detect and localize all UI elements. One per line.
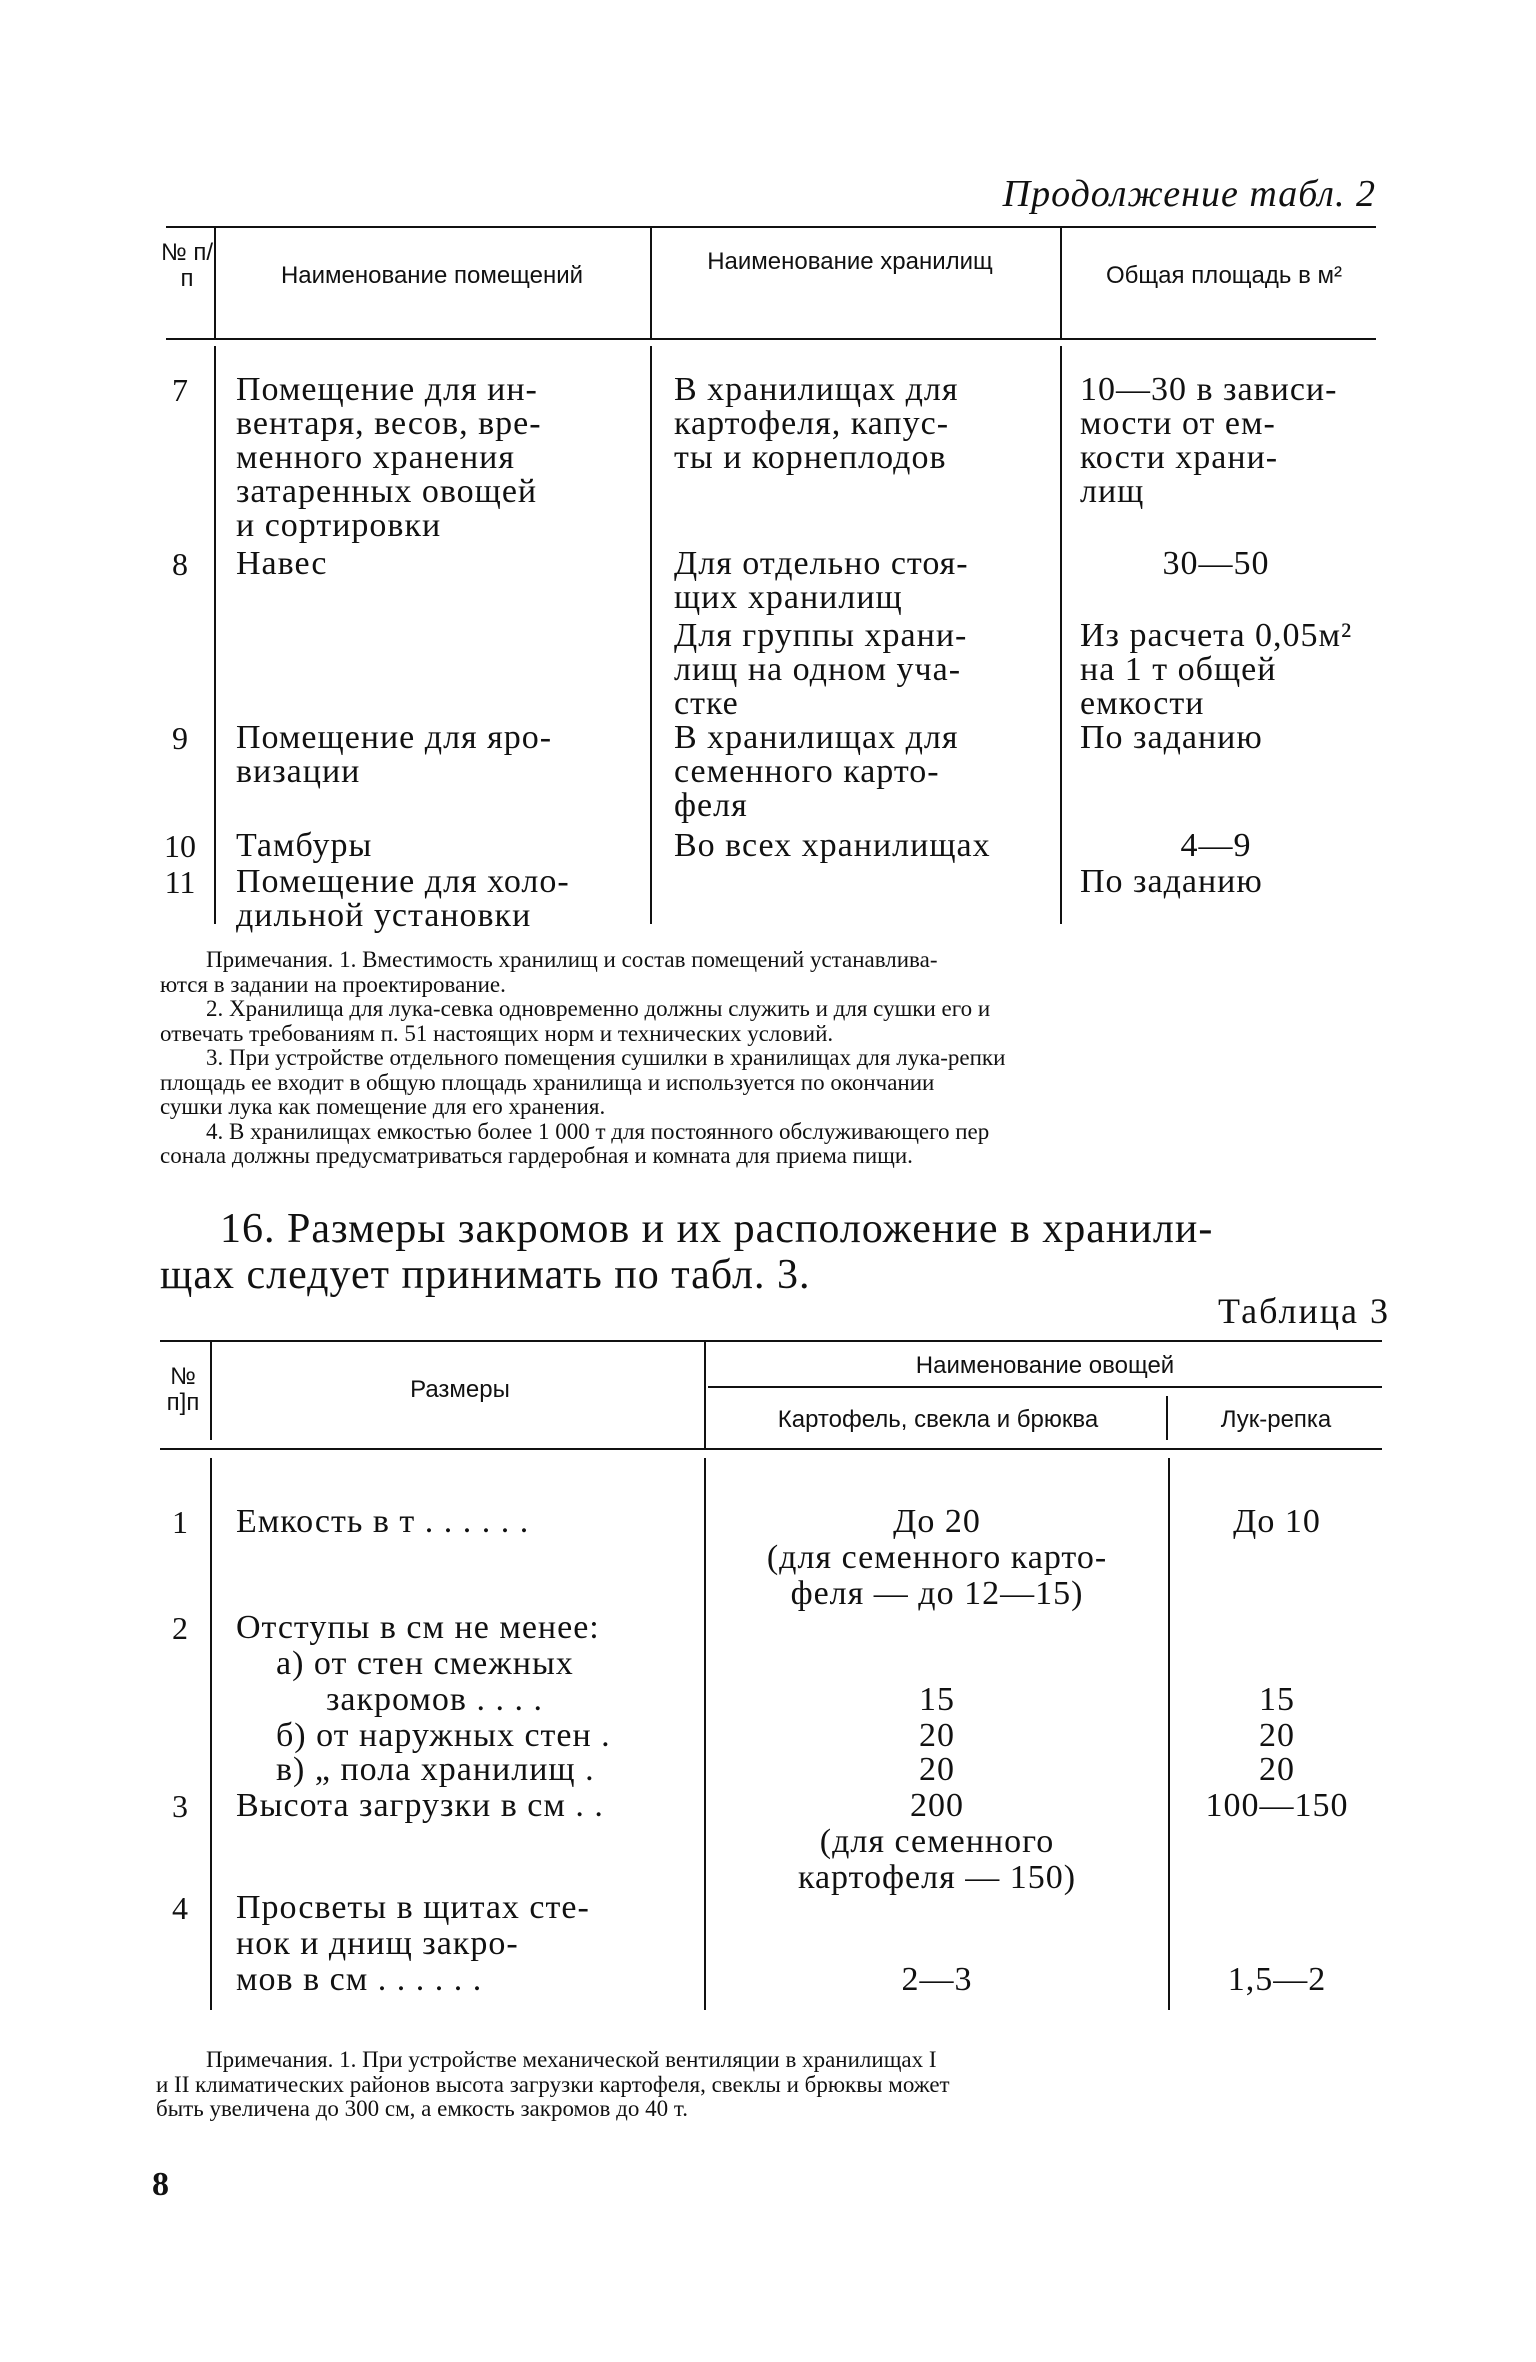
area-value-line: мости от ем- [1080, 405, 1276, 442]
note-line: сушки лука как помещение для его хранения. [160, 1094, 606, 1119]
potato-value-line: картофеля — 150) [797, 1859, 1077, 1896]
onion-value: 20 [1259, 1717, 1295, 1754]
storage-name-line: стке [674, 685, 739, 722]
paragraph-16 [220, 1206, 1380, 1252]
note-line: отвечать требованиям п. 51 настоящих норм и технических условий. [160, 1020, 834, 1046]
area-value-line: 4—9 [1180, 827, 1252, 864]
paragraph-line: 16. Размеры закромов и их расположение в хранили- [220, 1206, 1214, 1252]
area-value-line: По заданию [1080, 863, 1263, 900]
storage-name-line: семенного карто- [674, 753, 940, 790]
note-line: 2. Хранилища для лука-севка одновременно должны служить и для сушки его и [206, 996, 991, 1021]
header-room: Наименование помещений [280, 262, 584, 289]
note-line: ются в задании на проектирование. [160, 971, 506, 997]
row-number: 11 [164, 864, 196, 900]
storage-name-line: картофеля, капус- [674, 405, 950, 442]
onion-value: 1,5—2 [1227, 1961, 1327, 1998]
size-label: нок и днищ закро- [236, 1925, 519, 1962]
note-line: 4. В хранилищах емкостью более 1 000 т для постоянного обслуживающего пер [206, 1118, 990, 1144]
note-line: быть увеличена до 300 см, а емкость закромов до 40 т. [156, 2096, 688, 2121]
storage-name-line: щих хранилищ [674, 579, 903, 616]
table-continuation-title: Продолжение табл. 2 [1002, 173, 1376, 215]
size-label: Отступы в см не менее: [236, 1609, 600, 1646]
note-line: Примечания. 1. Вместимость хранилищ и состав помещений устанавлива- [206, 947, 938, 972]
area-value-line: 10—30 в зависи- [1080, 371, 1338, 408]
header-num: № п/п [160, 239, 214, 292]
area-value-line: емкости [1080, 685, 1205, 722]
storage-name-line: В хранилищах для [674, 719, 959, 756]
room-name-line: визации [236, 753, 361, 790]
area-value-line: 30—50 [1162, 545, 1270, 582]
onion-value: 15 [1259, 1681, 1295, 1718]
potato-value-line: До 20 [893, 1503, 981, 1540]
potato-value-line: (для семенного карто- [766, 1539, 1108, 1576]
page-number: 8 [152, 2166, 169, 2203]
row-number: 9 [172, 720, 188, 756]
storage-name-line: Во всех хранилищах [674, 827, 991, 864]
size-label: б) от наружных стен . [276, 1717, 611, 1754]
size-label: Емкость в т . . . . . . [236, 1503, 530, 1540]
header-area: Общая площадь в м² [1106, 262, 1342, 289]
room-name-line: Помещение для ин- [236, 371, 538, 408]
area-value-line: кости храни- [1080, 439, 1279, 476]
note-line: Примечания. 1. При устройстве механической вентиляции в хранилищах I [206, 2047, 937, 2072]
t3-header-size: Размеры [410, 1376, 510, 1403]
room-name-line: Навес [236, 545, 328, 582]
area-value-line: По заданию [1080, 719, 1263, 756]
storage-name-line: ты и корнеплодов [674, 439, 947, 476]
room-name-line: Тамбуры [236, 827, 373, 864]
header-storage: Наименование хранилищ [707, 248, 993, 275]
potato-value-line: 20 [919, 1717, 955, 1754]
size-label: закромов . . . . [326, 1681, 543, 1718]
size-label: Просветы в щитах сте- [236, 1889, 590, 1926]
row-number: 3 [172, 1788, 188, 1824]
row-number: 2 [172, 1610, 188, 1646]
storage-name-line: В хранилищах для [674, 371, 959, 408]
onion-value: 100—150 [1205, 1787, 1349, 1824]
potato-value-line: 15 [919, 1681, 955, 1718]
onion-value: 20 [1259, 1751, 1295, 1788]
paragraph-16-cont [160, 1252, 1160, 1298]
row-number: 7 [172, 372, 188, 408]
potato-value-line: 20 [919, 1751, 955, 1788]
storage-name-line: феля [674, 787, 748, 824]
room-name-line: дильной установки [236, 897, 532, 934]
area-value-line: Из расчета 0,05м² [1080, 617, 1353, 654]
t3-header-onion: Лук-репка [1220, 1406, 1332, 1433]
note-line: площадь ее входит в общую площадь хранилища и используется по окончании [160, 1069, 935, 1095]
room-name-line: и сортировки [236, 507, 442, 544]
size-label: в) „ пола хранилищ . [276, 1751, 595, 1788]
storage-name-line: лищ на одном уча- [674, 651, 962, 688]
size-label: Высота загрузки в см . . [236, 1787, 604, 1824]
area-value-line: лищ [1080, 473, 1145, 510]
room-name-line: Помещение для холо- [236, 863, 570, 900]
size-label: мов в см . . . . . . [236, 1961, 483, 1998]
room-name-line: менного хранения [236, 439, 516, 476]
note-line: сонала должны предусматриваться гардеробная и комната для приема пищи. [160, 1143, 913, 1168]
storage-name-line: Для отдельно стоя- [674, 545, 969, 582]
size-label: а) от стен смежных [276, 1645, 574, 1682]
room-name-line: вентаря, весов, вре- [236, 405, 542, 442]
note-line: и II климатических районов высота загрузки картофеля, свеклы и брюквы может [156, 2071, 950, 2097]
note-line: 3. При устройстве отдельного помещения сушилки в хранилищах для лука-репки [206, 1045, 1006, 1070]
paragraph-line: щах следует принимать по табл. 3. [160, 1252, 811, 1298]
room-name-line: Помещение для яро- [236, 719, 553, 756]
potato-value-line: 2—3 [901, 1961, 973, 1998]
potato-value-line: феля — до 12—15) [790, 1575, 1084, 1612]
row-number: 8 [172, 546, 188, 582]
onion-value: До 10 [1233, 1503, 1321, 1540]
row-number: 1 [172, 1504, 188, 1540]
storage-name-line: Для группы храни- [674, 617, 968, 654]
t3-header-potato: Картофель, свекла и брюква [777, 1406, 1099, 1433]
potato-value-line: 200 [910, 1787, 964, 1824]
area-value-line: на 1 т общей [1080, 651, 1277, 688]
t3-header-veg: Наименование овощей [915, 1352, 1175, 1379]
row-number: 4 [172, 1890, 188, 1926]
row-number: 10 [164, 828, 196, 864]
table-3-title: Таблица 3 [1218, 1291, 1390, 1331]
potato-value-line: (для семенного [819, 1823, 1055, 1860]
room-name-line: затаренных овощей [236, 473, 538, 510]
t3-header-num: № п]п [166, 1363, 200, 1416]
